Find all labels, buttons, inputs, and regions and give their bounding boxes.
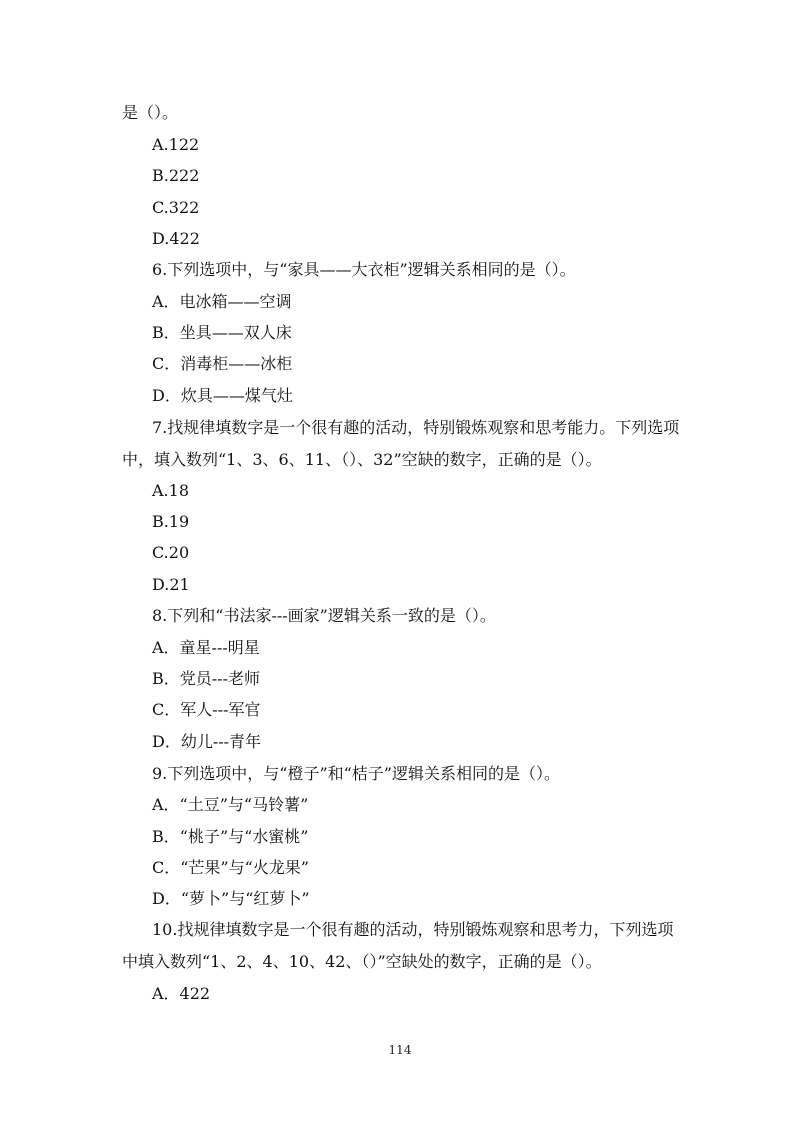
question-7-stem-line1: 7.找规律填数字是一个很有趣的活动，特别锻炼观察和思考能力。下列选项: [152, 418, 680, 437]
question-9-option-d: D．“萝卜”与“红萝卜”: [152, 889, 310, 908]
question-9-stem: 9.下列选项中，与“橙子”和“桔子”逻辑关系相同的是（）。: [152, 764, 560, 783]
page-number: 114: [388, 1043, 412, 1057]
question-5-option-d: D.422: [152, 229, 200, 248]
question-7-option-d: D.21: [152, 575, 190, 594]
question-5-option-a: A.122: [152, 135, 200, 154]
question-8-option-b: B．党员---老师: [152, 669, 260, 688]
question-5-option-b: B.222: [152, 166, 200, 185]
question-8-option-a: A．童星---明星: [152, 638, 260, 657]
question-9-option-c: C．“芒果”与“火龙果”: [152, 858, 309, 877]
question-6-option-d: D．炊具——煤气灶: [152, 386, 293, 405]
question-7-option-a: A.18: [152, 481, 189, 500]
question-6-option-a: A．电冰箱——空调: [152, 292, 292, 311]
question-8-option-c: C．军人---军官: [152, 700, 261, 719]
question-7-option-c: C.20: [152, 543, 190, 562]
question-5-stem-tail: 是（）。: [122, 103, 179, 122]
question-7-stem-line2: 中，填入数列“1、3、6、11、（）、32”空缺的数字，正确的是（）。: [122, 450, 602, 469]
question-8-stem: 8.下列和“书法家---画家”逻辑关系一致的是（）。: [152, 606, 496, 625]
question-9-option-a: A．“土豆”与“马铃薯”: [152, 795, 309, 814]
question-6-option-b: B．坐具——双人床: [152, 323, 292, 342]
question-7-option-b: B.19: [152, 512, 190, 531]
question-6-stem: 6.下列选项中，与“家具——大衣柜”逻辑关系相同的是（）。: [152, 260, 576, 279]
question-6-option-c: C．消毒柜——冰柜: [152, 354, 293, 373]
question-5-option-c: C.322: [152, 198, 200, 217]
question-10-stem-line2: 中填入数列“1、2、4、10、42、（）”空缺处的数字，正确的是（）。: [122, 952, 602, 971]
question-10-option-a: A．422: [152, 984, 211, 1003]
question-8-option-d: D．幼儿---青年: [152, 732, 262, 751]
question-10-stem-line1: 10.找规律填数字是一个很有趣的活动，特别锻炼观察和思考力，下列选项: [152, 920, 674, 939]
question-9-option-b: B．“桃子”与“水蜜桃”: [152, 827, 309, 846]
